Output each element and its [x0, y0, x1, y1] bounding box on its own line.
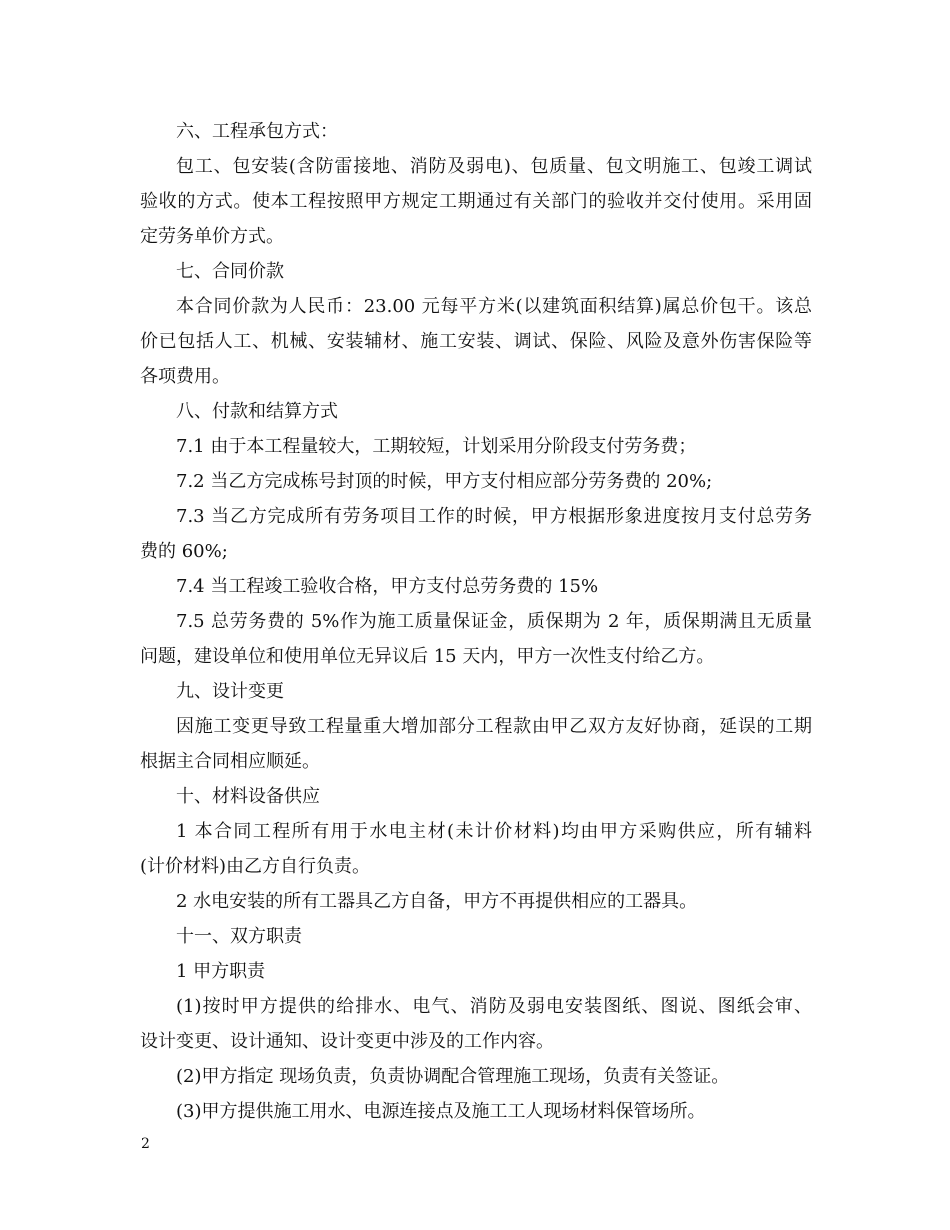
- paragraph-line: 验收的方式。使本工程按照甲方规定工期通过有关部门的验收并交付使用。采用固: [140, 191, 812, 212]
- paragraph-line: 各项费用。: [140, 366, 230, 387]
- document-body: [140, 114, 812, 1129]
- clause-7-2: 7.2 当乙方完成栋号封顶的时候，甲方支付相应部分劳务费的 20%;: [176, 471, 713, 492]
- section-heading-9: 九、设计变更: [176, 681, 284, 702]
- paragraph-line: 定劳务单价方式。: [140, 226, 284, 247]
- clause-7-1: 7.1 由于本工程量较大，工期较短，计划采用分阶段支付劳务费；: [176, 436, 697, 457]
- clause-7-3: 7.3 当乙方完成所有劳务项目工作的时候，甲方根据形象进度按月支付总劳务: [176, 506, 812, 527]
- clause-7-4: 7.4 当工程竣工验收合格，甲方支付总劳务费的 15%: [176, 576, 599, 597]
- paragraph-line: (计价材料)由乙方自行负责。: [140, 856, 371, 877]
- section-heading-10: 十、材料设备供应: [176, 786, 320, 807]
- paragraph-line: 价已包括人工、机械、安装辅材、施工安装、调试、保险、风险及意外伤害保险等: [140, 331, 812, 352]
- paragraph-line: (3)甲方提供施工用水、电源连接点及施工工人现场材料保管场所。: [176, 1101, 706, 1122]
- paragraph-line: 根据主合同相应顺延。: [140, 751, 320, 772]
- clause-7-5: 7.5 总劳务费的 5%作为施工质量保证金，质保期为 2 年，质保期满且无质量: [176, 611, 812, 632]
- paragraph-line: 本合同价款为人民币：23.00 元每平方米(以建筑面积结算)属总价包干。该总: [176, 296, 812, 317]
- paragraph-line: 设计变更、设计通知、设计变更中涉及的工作内容。: [140, 1031, 554, 1052]
- paragraph-line: 包工、包安装(含防雷接地、消防及弱电)、包质量、包文明施工、包竣工调试: [176, 156, 812, 177]
- paragraph-line: 因施工变更导致工程量重大增加部分工程款由甲乙双方友好协商，延误的工期: [176, 716, 812, 737]
- paragraph-line: (2)甲方指定 现场负责，负责协调配合管理施工现场，负责有关签证。: [176, 1066, 730, 1087]
- paragraph-line: 费的 60%;: [140, 541, 228, 562]
- section-heading-8: 八、付款和结算方式: [176, 401, 338, 422]
- section-heading-7: 七、合同价款: [176, 261, 284, 282]
- paragraph-line: 2 水电安装的所有工器具乙方自备，甲方不再提供相应的工器具。: [176, 891, 698, 912]
- section-heading-6: 六、工程承包方式：: [176, 121, 338, 142]
- page-number: 2: [141, 1136, 150, 1152]
- paragraph-line: 1 本合同工程所有用于水电主材(未计价材料)均由甲方采购供应，所有辅料: [176, 821, 812, 842]
- subheading-party-a-duties: 1 甲方职责: [176, 961, 266, 982]
- section-heading-11: 十一、双方职责: [176, 926, 302, 947]
- paragraph-line: 问题，建设单位和使用单位无异议后 15 天内，甲方一次性支付给乙方。: [140, 646, 715, 667]
- paragraph-line: (1)按时甲方提供的给排水、电气、消防及弱电安装图纸、图说、图纸会审、: [176, 996, 812, 1017]
